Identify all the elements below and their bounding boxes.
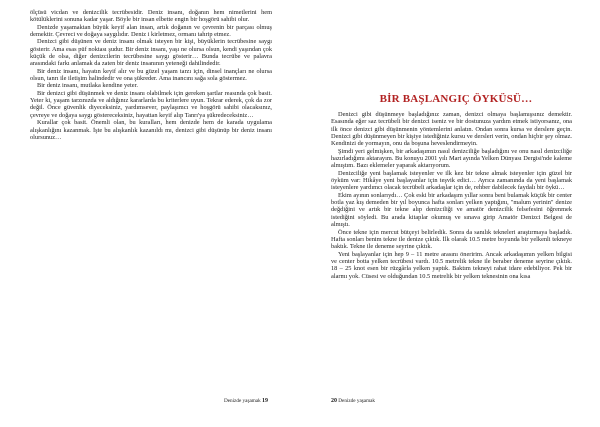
- right-page: [300, 0, 600, 427]
- left-page-body: [30, 9, 272, 141]
- paragraph: Denizciliğe yeni başlamak isteyenler ve ilk kez bir tekne almak isteyenler için güzel bir öyküm var: Hikâye yeni başlayanlar için teşvik edici… Ayrıca zamanında da yeni başlamak isteyenlere yardımcı olacak tecrübeli arkadaşlar için de, rehber dabilecek faydalı bir öykü…: [331, 169, 572, 192]
- right-page-footer: [331, 398, 375, 404]
- paragraph: Bir deniz insanı, mutlaka kendine yeter.: [37, 82, 138, 90]
- right-page-body: [331, 111, 572, 280]
- paragraph: Şimdi yeri gelmişken, bir arkadaşımın nasıl denizciliğe başladığını ve onu nasıl denizciliğe hazırladığımı aktarayım. Bu konuyu 2001 yılı Mart ayında Yelken Dünyası Dergisi'nde kaleme almıştım. Bazı eklemeler yaparak aktarıyorum.: [331, 147, 572, 170]
- paragraph: ölçüsü vicdan ve denizcilik tecrübesidir. Deniz insanı, doğanın hem nimetlerini hem kötülüklerini sonuna kadar yaşar. Böyle bir insan elbette engin bir hoşgörü sahibi olur.: [30, 9, 272, 24]
- paragraph: Denizde yaşamaktan büyük keyif alan insan, artık doğanın ve çevrenin bir parçası olmuş demektir. Çevreci ve doğaya saygılıdır. Deniz i kirletmez, ormanı tahrip etmez.: [30, 23, 272, 39]
- right-footer-label: Denizde yaşamak: [338, 398, 376, 404]
- paragraph: Ekim ayının sonlarıydı… Çok eski bir arkadaşım yıllar sonra beni bulamak küçük bir center botla yaz kış demeden bir yıl boyunca hafta sonları yelken yaptığını, "malum yerinin" denize değdiğini ve artık bir tekne alıp denizciliği ve amatör denizcilik felsefesini öğrenmek istediğini söyledi. Bu arada kitaplar okumuş ve sınava girip Amatör Denizci Belgesi de almıştı.: [331, 191, 572, 229]
- paragraph: Bir denizci gibi düşünmek ve deniz insanı olabilmek için gereken şartlar reasında çok basit. Yeter ki, yaşam tarzınızda ve aldığınız kararlarda bu kriterlere uyun. Tekrar ederek, çok da zor değil. Önce güvenlik diyeceksiniz, yardımsever, paylaşımcı ve hoşgörü sahibi olacaksınız, çevreye ve doğaya saygı göstereceksiniz, hayattan keyif alıp Tanrı'ya şükredeceksiniz…: [30, 89, 272, 119]
- paragraph: Denizci gibi düşünmeye başladığınız zaman, denizci olmaya başlamışsınız demektir. Esasında eğer saz tecrübeli bir denizci iseniz ve bir dostunuza yardım etmek istiyorsanız, ona ilk önce denizci gibi düşünmenin yöntemlerini anlatın. Ondan sonra kursa ve derslere geçin. Denizci gibi düşünmeyen bir kişiye istediğiniz kursu ve dersleri verin, ondan hiçbir şey olmaz. Kendinizi de yormayın, onu da boşuna heveslendirmeyin.: [331, 111, 572, 148]
- chapter-heading: BİR BAŞLANGIÇ ÖYKÜSÜ…: [379, 93, 533, 105]
- paragraph: Önce tekne için mercut bütçeyi belirledik. Sonra da sanılık tekneleri araştırmaya başladık. Hafta sonları benim tekne ile denize çıktık. İlk olarak 10.5 metre boyunda bir yelkenli tekneye baktık. Tekne ile deneme seyrine çıktık.: [331, 228, 572, 251]
- paragraph: Bir deniz insanı, hayatın keyif alır ve bu güzel yaşam tarzı için, dinsel inançları ne olursa olsun, tanrı ile iletişim halindedir ve ona şükreder. Ama inancını sağa sola göstermez.: [30, 67, 272, 83]
- left-footer-label: Denizde yaşamak: [223, 398, 261, 404]
- right-page-number: 20: [331, 398, 337, 404]
- left-page-footer: [224, 398, 268, 404]
- paragraph: Kurallar çok basit. Önemli olan, bu kuralları, hem denizde hem de karada uygulama alışkanlığını kazanmak. İşte bu alışkanlık kazanıldı mı, denizci gibi düşünüp bir deniz insanı olursunuz…: [30, 119, 272, 141]
- paragraph: Denizci gibi düşünen ve deniz insanı olmak isteyen bir kişi, büyüklerin tecrübesine saygı gösterir. Ama esas püf noktası şudur. Bir deniz insanı, yaşı ne olursa olsun, kendi yaşından çok küçük de olsa, diğer denizcilerin tecrübesine saygı gösterir… Bunda tecrübe ve palavra arasındaki farkı anlamak da zaten bir deniz insanının yeteneği dahilindedir.: [30, 38, 272, 68]
- left-page-number: 19: [262, 398, 268, 404]
- paragraph: Yeni başlayanlar için hep 9 – 11 metre arasını öneririm. Ancak arkadaşımın yelken bilgisi ve center botta yelken tecrübesi vardı. 10.5 metrelik tekne ile beraber deneme seyrine çıktık. 18 – 25 knot esen bir rüzgârla yelken yaptık. Baktım tekneyi rahat idare edebiliyor. Pek bir alarmı yok. Cüsesi ve olduğundan 10.5 metrelik bir yelken teknesinin ona kısa: [331, 250, 572, 280]
